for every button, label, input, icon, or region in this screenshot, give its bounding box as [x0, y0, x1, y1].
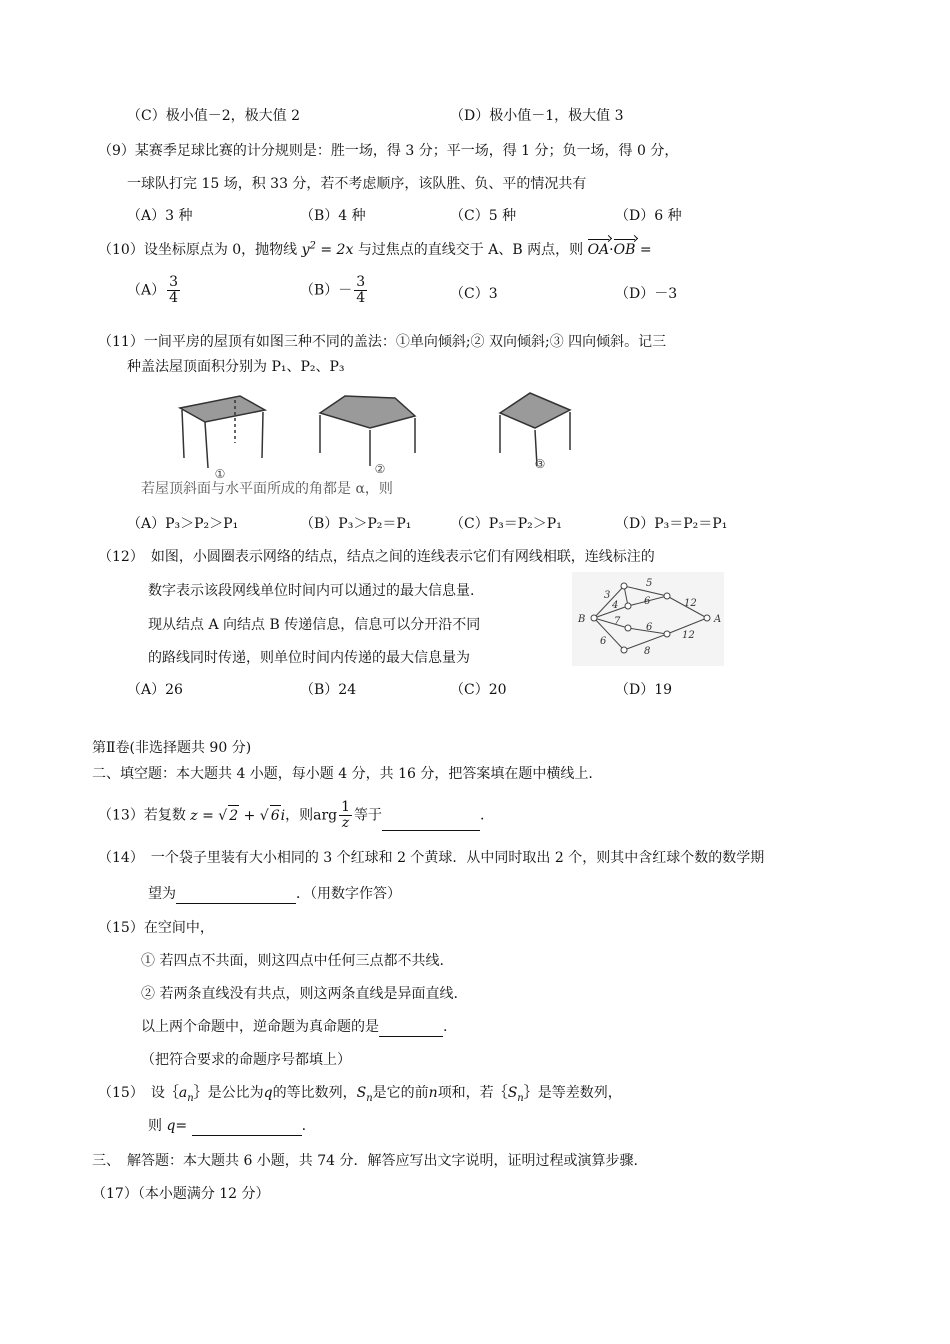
- q12-line1: （12） 如图，小圆圈表示网络的结点，结点之间的连线表示它们有网线相联，连线标注的: [98, 549, 655, 565]
- q9-line2: 一球队打完 15 场，积 33 分，若不考虑顺序，该队胜、负、平的情况共有: [127, 176, 587, 192]
- q11-option-a: （A）P₃＞P₂＞P₁: [127, 516, 239, 532]
- q11-roof-figures: [170, 388, 590, 488]
- q10-equals: =: [639, 242, 652, 258]
- q16-sn-base: S: [356, 1085, 367, 1101]
- q13-end: .: [480, 807, 485, 824]
- q10-option-a-label: （A）: [127, 282, 166, 299]
- q10-stem: [98, 240, 652, 260]
- q10-option-c: （C）3: [450, 286, 498, 302]
- net-weight-6: 7: [614, 616, 621, 627]
- part2-title: 第Ⅱ卷(非选择题共 90 分): [92, 740, 252, 756]
- q11-option-b: （B）P₃＞P₂＝P₁: [300, 516, 412, 532]
- q10-option-a-num: 3: [169, 274, 179, 290]
- q14-answer-blank[interactable]: [176, 887, 296, 904]
- q15-line5: （把符合要求的命题序号都填上）: [141, 1052, 351, 1068]
- roof-figure-2: [320, 396, 415, 466]
- q16-t1: ｝是公比为: [193, 1085, 264, 1101]
- part2-heading: 二、填空题：本大题共 4 小题，每小题 4 分，共 16 分，把答案填在题中横线上.: [92, 766, 593, 782]
- q10-parabola-formula: $y^2 = 2x$: [301, 240, 354, 258]
- q15-item2: ② 若两条直线没有共点，则这两条直线是异面直线.: [141, 986, 458, 1002]
- q13-fraction: [339, 800, 352, 831]
- q10-option-b: [300, 275, 369, 306]
- q10-option-b-den: 4: [356, 290, 366, 306]
- q16-n: n: [428, 1085, 438, 1101]
- q11-line3: 若屋顶斜面与水平面所成的角都是 α，则: [141, 481, 393, 497]
- q9-option-d: （D）6 种: [615, 208, 682, 224]
- q8-option-d: （D）极小值－1，极大值 3: [450, 108, 624, 124]
- q16-sn2: [507, 1085, 524, 1104]
- q13-den: z: [341, 815, 350, 831]
- q13-line: [98, 800, 485, 831]
- q16-an-sub: n: [187, 1092, 194, 1104]
- q15-answer-blank[interactable]: [379, 1020, 443, 1037]
- q16-line2-q: q: [166, 1118, 176, 1134]
- net-node-b: B: [578, 614, 586, 625]
- net-weight-7: 6: [646, 622, 653, 633]
- q15-line4-pre: 以上两个命题中，逆命题为真命题的是: [141, 1019, 379, 1035]
- q12-option-b: （B）24: [300, 682, 357, 698]
- q16-t2: 的等比数列，: [272, 1085, 357, 1101]
- q13-num: 1: [341, 799, 351, 815]
- q13-pre: （13）若复数: [98, 807, 186, 824]
- q11-option-d: （D）P₃＝P₂＝P₁: [615, 516, 728, 532]
- q14-line1: （14） 一个袋子里装有大小相同的 3 个红球和 2 个黄球．从中同时取出 2 个，则其中含红球个数的数学期: [98, 850, 765, 866]
- q13-post: 等于: [354, 807, 383, 824]
- q13-mid: ，则: [285, 807, 314, 824]
- net-node-a: A: [714, 614, 722, 625]
- q16-t3: 是它的前: [372, 1085, 429, 1101]
- q9-option-c: （C）5 种: [450, 208, 517, 224]
- q12-option-a: （A）26: [127, 682, 183, 698]
- q10-stem-mid: 与过焦点的直线交于 A、B 两点，则: [357, 242, 584, 258]
- q16-line2-post: .: [301, 1118, 307, 1134]
- net-weight-3: 4: [612, 600, 619, 611]
- q13-answer-blank[interactable]: [382, 814, 480, 831]
- q12-line3: 现从结点 A 向结点 B 传递信息，信息可以分开沿不同: [148, 617, 481, 633]
- net-weight-2: 5: [646, 578, 653, 589]
- q16-sn2-sub: n: [517, 1092, 524, 1104]
- q12-line4: 的路线同时传递，则单位时间内传递的最大信息量为: [148, 650, 470, 666]
- roof-figure-3-label: ③: [534, 457, 546, 471]
- q14-line2-pre: 望为: [148, 886, 176, 902]
- q17-line1: （17）（本小题满分 12 分）: [92, 1186, 270, 1202]
- q12-network-diagram: [572, 572, 724, 666]
- roof-figure-1: [180, 396, 265, 468]
- q13-complex-formula: z = √ 2 + √ 6i: [190, 808, 285, 824]
- q16-line2: [148, 1116, 306, 1136]
- roof-figure-3: [500, 393, 570, 466]
- q15-line1: （15）在空间中，: [98, 920, 214, 936]
- q10-dot-product: OA·OB: [587, 242, 636, 258]
- roof-figure-2-label: ②: [374, 462, 386, 476]
- q10-option-b-label: （B）－: [300, 282, 353, 299]
- q16-line2-pre: 则: [148, 1118, 162, 1134]
- q10-option-a-fraction: [167, 275, 180, 306]
- net-weight-9: 6: [600, 636, 607, 647]
- q9-line1: （9）某赛季足球比赛的计分规则是：胜一场，得 3 分；平一场，得 1 分；负一场，得 0 分，: [98, 143, 679, 159]
- q16-an-base: a: [178, 1085, 188, 1101]
- q16-t4: 项和，若｛: [437, 1085, 508, 1101]
- q16-sn: [356, 1085, 373, 1104]
- q14-line2-post: ．（用数字作答）: [296, 886, 401, 902]
- q10-option-a: [127, 275, 182, 306]
- q10-option-a-den: 4: [169, 290, 179, 306]
- q16-line1: [98, 1083, 622, 1103]
- q12-option-c: （C）20: [450, 682, 507, 698]
- q16-pre: （15） 设｛: [98, 1085, 179, 1101]
- net-weight-8: 12: [682, 630, 695, 641]
- q16-answer-blank[interactable]: [192, 1119, 302, 1136]
- q10-option-b-num: 3: [356, 274, 366, 290]
- net-weight-1: 3: [604, 590, 611, 601]
- roof-figure-1-label: ①: [214, 467, 226, 481]
- q15-line4: [141, 1017, 447, 1037]
- q11-line2: 种盖法屋顶面积分别为 P₁、P₂、P₃: [127, 359, 345, 375]
- q10-stem-pre: （10）设坐标原点为 0，抛物线: [98, 242, 298, 258]
- q16-line2-eq: =: [175, 1118, 188, 1134]
- q16-t5: ｝是等差数列，: [523, 1085, 622, 1101]
- q16-an: [178, 1085, 194, 1104]
- q15-line4-post: .: [443, 1019, 448, 1035]
- q11-line1: （11）一间平房的屋顶有如图三种不同的盖法：①单向倾斜;② 双向倾斜;③ 四向倾斜。记三: [98, 334, 667, 350]
- q10-option-b-fraction: [354, 275, 367, 306]
- q14-line2: [148, 884, 401, 904]
- q16-sn2-base: S: [507, 1085, 518, 1101]
- q16-q: q: [263, 1085, 273, 1101]
- q9-option-a: （A）3 种: [127, 208, 193, 224]
- q11-option-c: （C）P₃＝P₂＞P₁: [450, 516, 562, 532]
- q12-line2: 数字表示该段网线单位时间内可以通过的最大信息量.: [148, 583, 475, 599]
- part3-heading: 三、 解答题：本大题共 6 小题，共 74 分．解答应写出文字说明，证明过程或演算步骤.: [92, 1153, 638, 1169]
- net-weight-4: 6: [644, 596, 651, 607]
- q13-arg: arg: [313, 807, 338, 824]
- net-weight-5: 12: [684, 598, 697, 609]
- q8-option-c: （C）极小值－2，极大值 2: [127, 108, 300, 124]
- q12-option-d: （D）19: [615, 682, 673, 698]
- q9-option-b: （B）4 种: [300, 208, 366, 224]
- q15-item1: ① 若四点不共面，则这四点中任何三点都不共线.: [141, 953, 444, 969]
- net-weight-10: 8: [644, 646, 651, 657]
- q10-option-d: （D）－3: [615, 286, 678, 302]
- q16-sn-sub: n: [366, 1092, 373, 1104]
